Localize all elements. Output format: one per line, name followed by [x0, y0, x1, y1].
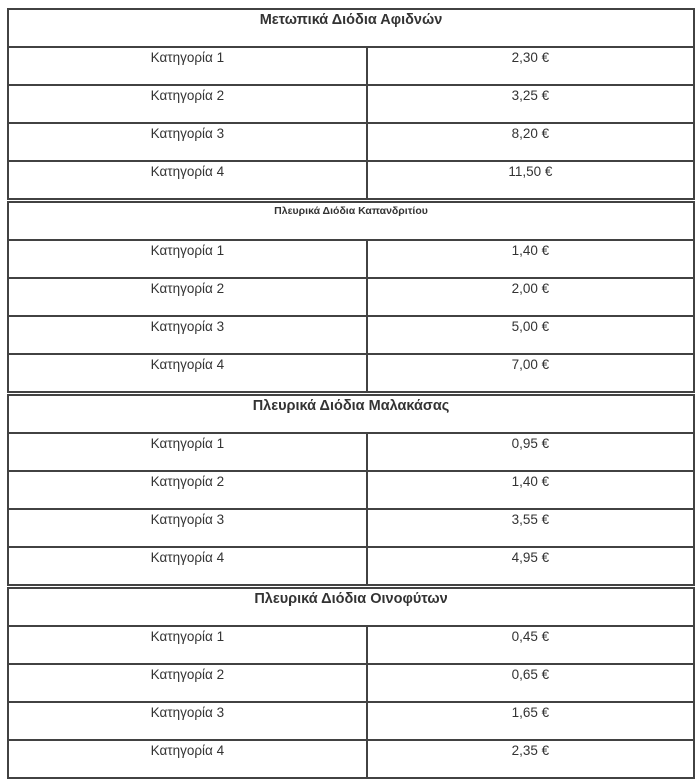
price-cell: 11,50 €	[367, 161, 694, 199]
toll-row	[8, 471, 694, 509]
price-cell: 4,95 €	[367, 547, 694, 585]
price-cell: 3,25 €	[367, 85, 694, 123]
toll-section-malakasa	[7, 394, 695, 586]
price-cell: 0,95 €	[367, 433, 694, 471]
price-cell: 2,30 €	[367, 47, 694, 85]
category-cell: Κατηγορία 3	[8, 316, 367, 354]
price-cell: 8,20 €	[367, 123, 694, 161]
price-cell: 1,65 €	[367, 702, 694, 740]
category-cell: Κατηγορία 2	[8, 85, 367, 123]
toll-row	[8, 354, 694, 392]
toll-row	[8, 547, 694, 585]
category-cell: Κατηγορία 1	[8, 433, 367, 471]
toll-row	[8, 85, 694, 123]
category-cell: Κατηγορία 4	[8, 161, 367, 199]
toll-row	[8, 47, 694, 85]
toll-section-oinofyta	[7, 587, 695, 779]
toll-row	[8, 240, 694, 278]
toll-price-document	[7, 8, 695, 780]
toll-row	[8, 509, 694, 547]
section-title: Πλευρικά Διόδια Μαλακάσας	[8, 395, 694, 433]
toll-row	[8, 702, 694, 740]
price-cell: 1,40 €	[367, 471, 694, 509]
price-cell: 7,00 €	[367, 354, 694, 392]
price-cell: 2,00 €	[367, 278, 694, 316]
toll-row	[8, 316, 694, 354]
toll-row	[8, 278, 694, 316]
category-cell: Κατηγορία 4	[8, 354, 367, 392]
category-cell: Κατηγορία 4	[8, 547, 367, 585]
toll-row	[8, 626, 694, 664]
price-cell: 0,65 €	[367, 664, 694, 702]
section-header-row	[8, 395, 694, 433]
category-cell: Κατηγορία 3	[8, 509, 367, 547]
section-title: Πλευρικά Διόδια Καπανδριτίου	[8, 202, 694, 240]
price-cell: 2,35 €	[367, 740, 694, 778]
category-cell: Κατηγορία 2	[8, 664, 367, 702]
toll-section-kapandriti	[7, 201, 695, 393]
category-cell: Κατηγορία 2	[8, 471, 367, 509]
toll-row	[8, 123, 694, 161]
toll-section-afidnes	[7, 8, 695, 200]
section-header-row	[8, 9, 694, 47]
section-header-row	[8, 588, 694, 626]
category-cell: Κατηγορία 1	[8, 47, 367, 85]
category-cell: Κατηγορία 4	[8, 740, 367, 778]
toll-row	[8, 740, 694, 778]
category-cell: Κατηγορία 3	[8, 123, 367, 161]
toll-row	[8, 433, 694, 471]
category-cell: Κατηγορία 3	[8, 702, 367, 740]
category-cell: Κατηγορία 1	[8, 626, 367, 664]
section-header-row	[8, 202, 694, 240]
category-cell: Κατηγορία 1	[8, 240, 367, 278]
price-cell: 3,55 €	[367, 509, 694, 547]
toll-row	[8, 664, 694, 702]
category-cell: Κατηγορία 2	[8, 278, 367, 316]
section-title: Πλευρικά Διόδια Οινοφύτων	[8, 588, 694, 626]
section-title: Μετωπικά Διόδια Αφιδνών	[8, 9, 694, 47]
price-cell: 1,40 €	[367, 240, 694, 278]
price-cell: 5,00 €	[367, 316, 694, 354]
toll-row	[8, 161, 694, 199]
price-cell: 0,45 €	[367, 626, 694, 664]
